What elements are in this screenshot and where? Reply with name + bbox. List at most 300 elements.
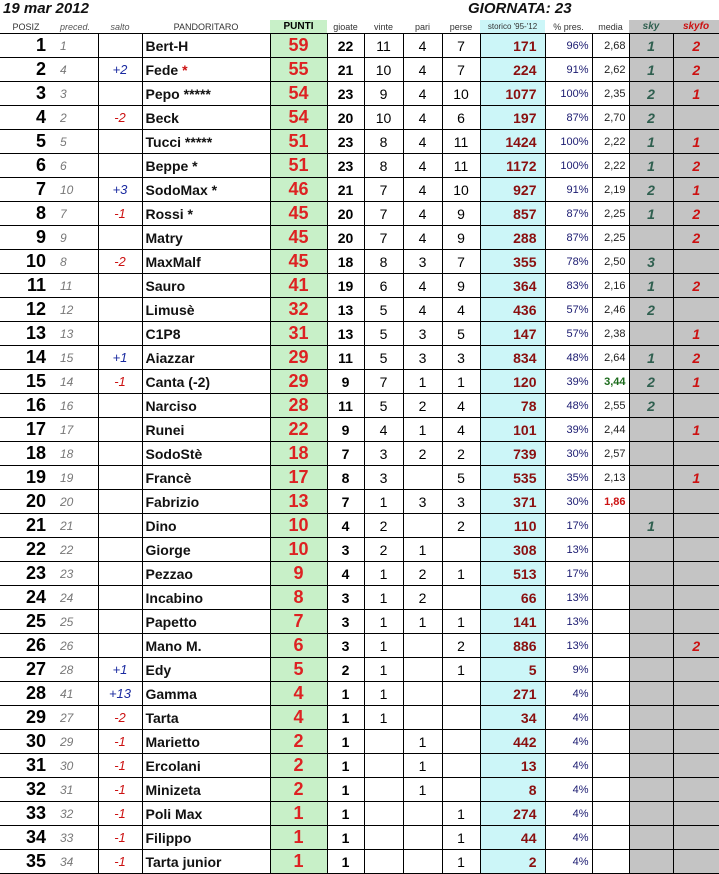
player-name: Matry [145,229,183,246]
position-cell: 34 [0,826,52,850]
player-name: Tucci ***** [145,133,213,150]
position-cell: 33 [0,802,52,826]
previous-position-cell: 23 [52,562,98,586]
player-name: Tarta junior [145,853,222,870]
position-change-cell: -1 [98,778,142,802]
previous-position-cell: 25 [52,610,98,634]
historic-cell: 535 [480,466,545,490]
historic-cell: 288 [480,226,545,250]
historic-cell: 2 [480,850,545,874]
position-cell: 5 [0,130,52,154]
sky-cell [629,730,673,754]
position-cell: 30 [0,730,52,754]
table-row [0,634,719,658]
points-cell: 8 [270,586,327,610]
played-cell: 1 [327,682,364,706]
position-change-cell [98,34,142,58]
table-row [0,274,719,298]
sky-cell [629,322,673,346]
average-cell: 1,86 [592,490,629,514]
historic-cell: 927 [480,178,545,202]
player-name-cell [142,610,270,634]
presence-cell: 4% [545,730,592,754]
presence-cell: 30% [545,442,592,466]
sky-cell [629,658,673,682]
presence-cell: 17% [545,562,592,586]
table-row [0,730,719,754]
player-name-cell [142,106,270,130]
historic-cell: 364 [480,274,545,298]
player-name: Edy [145,661,172,678]
average-cell [592,514,629,538]
played-cell: 20 [327,226,364,250]
position-change-cell [98,274,142,298]
player-name-cell [142,586,270,610]
presence-cell: 13% [545,538,592,562]
skyfo-cell [673,298,719,322]
sky-cell: 1 [629,130,673,154]
presence-cell: 78% [545,250,592,274]
presence-cell: 100% [545,130,592,154]
sky-cell: 2 [629,298,673,322]
sky-cell: 3 [629,250,673,274]
draws-cell: 4 [403,130,442,154]
points-cell: 17 [270,466,327,490]
losses-cell: 1 [442,562,480,586]
points-cell: 5 [270,658,327,682]
player-name: Limusè [145,301,195,318]
player-name: Pepo ***** [145,85,211,102]
sky-cell [629,802,673,826]
points-cell: 31 [270,322,327,346]
played-cell: 7 [327,490,364,514]
sky-cell: 1 [629,58,673,82]
player-name: SodoStè [145,445,203,462]
player-name-cell [142,538,270,562]
points-cell: 7 [270,610,327,634]
previous-position-cell: 10 [52,178,98,202]
sky-cell: 2 [629,178,673,202]
skyfo-cell [673,826,719,850]
previous-position-cell: 7 [52,202,98,226]
wins-cell: 6 [364,274,403,298]
historic-cell: 513 [480,562,545,586]
player-name-cell [142,826,270,850]
skyfo-cell: 2 [673,202,719,226]
sky-cell [629,610,673,634]
player-name-cell [142,274,270,298]
sky-cell: 1 [629,274,673,298]
average-cell [592,562,629,586]
table-row [0,34,719,58]
position-change-cell: +1 [98,658,142,682]
wins-cell: 7 [364,178,403,202]
previous-position-cell: 21 [52,514,98,538]
played-cell: 13 [327,322,364,346]
average-cell: 2,25 [592,202,629,226]
historic-cell: 436 [480,298,545,322]
position-change-cell [98,130,142,154]
played-cell: 9 [327,370,364,394]
historic-cell: 147 [480,322,545,346]
player-name-cell [142,82,270,106]
player-name-cell [142,370,270,394]
played-cell: 13 [327,298,364,322]
wins-cell: 10 [364,58,403,82]
presence-cell: 4% [545,778,592,802]
average-cell [592,538,629,562]
player-name: Pezzao [145,565,193,582]
table-row [0,346,719,370]
losses-cell: 6 [442,106,480,130]
sky-cell: 1 [629,346,673,370]
historic-cell: 5 [480,658,545,682]
position-change-cell: -2 [98,106,142,130]
played-cell: 7 [327,442,364,466]
position-cell: 15 [0,370,52,394]
player-name: Papetto [145,613,197,630]
draws-cell: 1 [403,754,442,778]
wins-cell: 2 [364,514,403,538]
losses-cell [442,778,480,802]
table-row [0,202,719,226]
player-name-cell [142,418,270,442]
table-row [0,514,719,538]
player-name-cell [142,730,270,754]
player-name: Aiazzar [145,349,195,366]
average-cell: 2,70 [592,106,629,130]
average-cell: 2,19 [592,178,629,202]
player-name: Ercolani [145,757,201,774]
presence-cell: 17% [545,514,592,538]
previous-position-cell: 4 [52,58,98,82]
points-cell: 2 [270,754,327,778]
losses-cell: 7 [442,58,480,82]
wins-cell: 3 [364,442,403,466]
player-name-cell [142,658,270,682]
standings-table [0,20,719,874]
presence-cell: 100% [545,82,592,106]
position-cell: 29 [0,706,52,730]
average-cell [592,826,629,850]
points-cell: 4 [270,682,327,706]
wins-cell [364,802,403,826]
position-change-cell: +3 [98,178,142,202]
average-cell [592,754,629,778]
player-name-cell [142,394,270,418]
presence-cell: 9% [545,658,592,682]
wins-cell: 1 [364,682,403,706]
player-name-cell [142,514,270,538]
player-name-cell [142,466,270,490]
position-cell: 19 [0,466,52,490]
presence-cell: 4% [545,826,592,850]
position-change-cell: -2 [98,706,142,730]
player-name-cell [142,322,270,346]
losses-cell: 2 [442,634,480,658]
played-cell: 23 [327,154,364,178]
sky-cell [629,442,673,466]
draws-cell: 4 [403,106,442,130]
skyfo-cell: 2 [673,58,719,82]
player-name: Canta (-2) [145,373,211,390]
previous-position-cell: 13 [52,322,98,346]
sky-cell [629,634,673,658]
sheet-date: 19 mar 2012 [3,0,89,17]
losses-cell: 10 [442,82,480,106]
average-cell [592,730,629,754]
position-change-cell [98,610,142,634]
previous-position-cell: 30 [52,754,98,778]
sheet-header [0,0,719,20]
points-cell: 59 [270,34,327,58]
played-cell: 3 [327,538,364,562]
position-cell: 25 [0,610,52,634]
presence-cell: 4% [545,706,592,730]
table-row [0,490,719,514]
points-cell: 29 [270,370,327,394]
table-row [0,418,719,442]
player-name: Beck [145,109,179,126]
points-cell: 51 [270,154,327,178]
wins-cell: 9 [364,82,403,106]
skyfo-cell: 2 [673,226,719,250]
average-cell: 2,38 [592,322,629,346]
player-name-cell [142,34,270,58]
points-cell: 4 [270,706,327,730]
previous-position-cell: 18 [52,442,98,466]
col-header-salto: salto [98,20,142,34]
position-cell: 13 [0,322,52,346]
player-name-cell [142,850,270,874]
historic-cell: 8 [480,778,545,802]
played-cell: 20 [327,202,364,226]
draws-cell: 2 [403,442,442,466]
skyfo-cell: 1 [673,370,719,394]
average-cell [592,778,629,802]
position-cell: 18 [0,442,52,466]
draws-cell: 4 [403,82,442,106]
presence-cell: 13% [545,610,592,634]
played-cell: 9 [327,418,364,442]
sky-cell [629,226,673,250]
wins-cell: 2 [364,538,403,562]
presence-cell: 96% [545,34,592,58]
draws-cell: 1 [403,418,442,442]
losses-cell: 1 [442,802,480,826]
points-cell: 45 [270,202,327,226]
position-cell: 3 [0,82,52,106]
points-cell: 45 [270,250,327,274]
average-cell [592,634,629,658]
historic-cell: 355 [480,250,545,274]
previous-position-cell: 27 [52,706,98,730]
historic-cell: 171 [480,34,545,58]
sky-cell: 1 [629,514,673,538]
presence-cell: 91% [545,58,592,82]
skyfo-cell [673,562,719,586]
historic-cell: 857 [480,202,545,226]
position-cell: 1 [0,34,52,58]
sky-cell [629,538,673,562]
table-row [0,82,719,106]
presence-cell: 57% [545,322,592,346]
player-name-cell [142,130,270,154]
player-name-cell [142,754,270,778]
previous-position-cell: 2 [52,106,98,130]
losses-cell: 1 [442,610,480,634]
skyfo-cell [673,778,719,802]
skyfo-cell [673,538,719,562]
wins-cell: 1 [364,610,403,634]
position-change-cell [98,418,142,442]
average-cell [592,658,629,682]
previous-position-cell: 20 [52,490,98,514]
points-cell: 2 [270,730,327,754]
position-cell: 12 [0,298,52,322]
table-row [0,706,719,730]
wins-cell: 8 [364,130,403,154]
previous-position-cell: 16 [52,394,98,418]
skyfo-cell: 2 [673,274,719,298]
position-change-cell: -1 [98,826,142,850]
table-row [0,538,719,562]
skyfo-cell [673,730,719,754]
draws-cell [403,466,442,490]
losses-cell: 1 [442,658,480,682]
previous-position-cell: 19 [52,466,98,490]
draws-cell: 1 [403,778,442,802]
wins-cell: 1 [364,490,403,514]
draws-cell [403,850,442,874]
skyfo-cell [673,610,719,634]
position-change-cell: +13 [98,682,142,706]
draws-cell: 4 [403,178,442,202]
points-cell: 54 [270,106,327,130]
table-row [0,586,719,610]
position-cell: 24 [0,586,52,610]
table-row [0,58,719,82]
previous-position-cell: 28 [52,658,98,682]
player-name-cell [142,706,270,730]
losses-cell: 9 [442,274,480,298]
presence-cell: 4% [545,850,592,874]
draws-cell [403,634,442,658]
position-cell: 4 [0,106,52,130]
col-header-sky: sky [629,20,673,34]
historic-cell: 13 [480,754,545,778]
position-change-cell [98,226,142,250]
draws-cell: 2 [403,586,442,610]
sky-cell: 2 [629,106,673,130]
position-change-cell [98,586,142,610]
position-cell: 11 [0,274,52,298]
wins-cell: 1 [364,586,403,610]
historic-cell: 34 [480,706,545,730]
position-cell: 16 [0,394,52,418]
presence-cell: 91% [545,178,592,202]
player-name: Sauro [145,277,186,294]
historic-cell: 120 [480,370,545,394]
skyfo-cell: 2 [673,154,719,178]
position-change-cell: -1 [98,754,142,778]
wins-cell: 11 [364,34,403,58]
points-cell: 45 [270,226,327,250]
position-change-cell [98,514,142,538]
previous-position-cell: 12 [52,298,98,322]
played-cell: 21 [327,58,364,82]
wins-cell: 1 [364,706,403,730]
average-cell [592,682,629,706]
played-cell: 21 [327,178,364,202]
points-cell: 28 [270,394,327,418]
player-name-cell [142,178,270,202]
skyfo-cell: 2 [673,346,719,370]
skyfo-cell [673,394,719,418]
player-name-cell [142,298,270,322]
position-cell: 9 [0,226,52,250]
historic-cell: 1424 [480,130,545,154]
position-cell: 14 [0,346,52,370]
played-cell: 19 [327,274,364,298]
draws-cell: 3 [403,490,442,514]
points-cell: 13 [270,490,327,514]
player-name: Tarta [145,709,179,726]
wins-cell: 5 [364,394,403,418]
previous-position-cell: 11 [52,274,98,298]
played-cell: 2 [327,658,364,682]
table-row [0,226,719,250]
table-row [0,658,719,682]
historic-cell: 66 [480,586,545,610]
table-row [0,298,719,322]
draws-cell: 4 [403,154,442,178]
table-row [0,682,719,706]
losses-cell: 2 [442,442,480,466]
presence-cell: 100% [545,154,592,178]
losses-cell [442,586,480,610]
played-cell: 3 [327,610,364,634]
played-cell: 3 [327,634,364,658]
played-cell: 20 [327,106,364,130]
skyfo-cell [673,682,719,706]
table-row [0,442,719,466]
table-row [0,610,719,634]
col-header-giocate: gioate [327,20,364,34]
played-cell: 11 [327,346,364,370]
previous-position-cell: 15 [52,346,98,370]
draws-cell [403,682,442,706]
wins-cell: 4 [364,418,403,442]
skyfo-cell [673,586,719,610]
position-cell: 2 [0,58,52,82]
sky-cell: 2 [629,82,673,106]
col-header-punti: PUNTI [270,20,327,34]
position-cell: 17 [0,418,52,442]
played-cell: 1 [327,826,364,850]
position-cell: 8 [0,202,52,226]
average-cell: 2,46 [592,298,629,322]
wins-cell [364,778,403,802]
col-header-storico: storico '95-'12 [480,20,545,34]
sky-cell: 1 [629,202,673,226]
col-header-perse: perse [442,20,480,34]
points-cell: 6 [270,634,327,658]
col-header-media: media [592,20,629,34]
played-cell: 18 [327,250,364,274]
skyfo-cell [673,490,719,514]
average-cell [592,802,629,826]
